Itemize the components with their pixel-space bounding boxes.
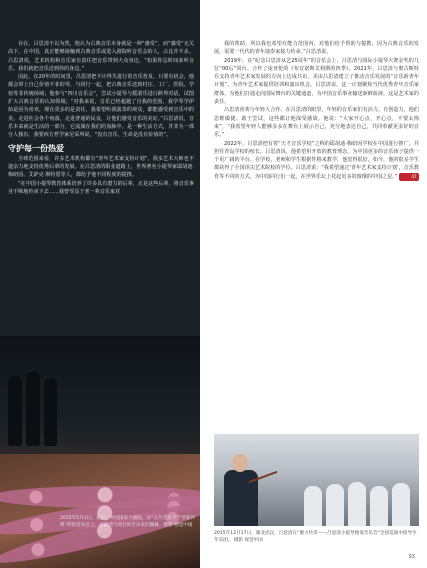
- right-paragraph-4: [214, 140, 419, 181]
- page-number: 93: [408, 554, 415, 560]
- right-paragraph-2: 2019年，在“纪念吕思清从艺25周年”的音乐会上，吕思清与国际小提琴大赛金奖的几位“00后”同台。合作了庞亚伦的《布宜诺斯艾利斯的四季》。2021年，吕思清与奥古斯特在支持青年艺术家发展的方向上达成共识，美由吕思清建立了推动音乐发展的“音乐新青年计划”，为青年艺术家提供培训和演出机会。吕思清说，这一计划聚焦当代优秀青年音乐家群体，为他们打通走向国际舞台的关键通道，为中国音乐事业输送新鲜血液，这是艺术家的责任。: [214, 57, 419, 106]
- concert-stage-photo: [0, 336, 200, 568]
- section-heading: 守护每一份热爱: [8, 143, 64, 153]
- student-figure: [370, 486, 388, 526]
- concert-photo-caption: 2025年5月1日，北京，中国国家大剧院，在“五月音乐节”“琴弦共鸣”特别音乐会上，吕思清与同台的音乐家们谢幕。摄影 视觉中国: [60, 516, 195, 528]
- right-paragraph-4-text: 2022年，吕思清把有着“天才音乐学校”之称的耶胡迪·梅纽因学校在中国进行推广，并担任青岛学校的校长。吕思清说，他希望用开放的教育理念，为中国更多的音乐孩子提供一个更广阔的平台。在学校，老师和学生根据性格来教学，他觉得很好，如今，他的很多学生都获得了全国顶尖艺术院校的学位，吕思清说：“我希望通过‘青年艺术家支持计划’，音乐教育等不同的方式，为中国同行们一起，在世界乐坛上托起更多的璀璨的中国之星。”: [214, 140, 419, 180]
- left-paragraph-3: 全球范围来看，许多艺术机构都有“青年艺术家支持计划”，很多艺术大师也不遗余力地支持优秀后辈的发展。在吕思清的职业道路上，世界著名小提琴家耶胡迪·梅纽因、艾萨克·斯特恩等人，都给予他不同程度的提携。: [8, 155, 194, 179]
- right-column: [214, 40, 419, 181]
- left-column: [8, 40, 194, 196]
- performer-figure: [44, 378, 57, 446]
- student-figure: [304, 486, 322, 526]
- student-figure: [326, 484, 344, 526]
- orchestra-photo-caption: 2015年12月17日，湖北武汉，吕思清在“聚力传奇——吕思清小提琴独奏音乐会”全国巡演中指导少年乐团。 摄影 视觉中国: [214, 531, 417, 543]
- end-mark: 47: [399, 173, 418, 181]
- student-figure: [392, 483, 410, 526]
- youth-orchestra-photo: [214, 434, 419, 526]
- right-paragraph-3: 吕思清喜欢与年轻人合作。在吕思清的眼里，年轻的音乐家们有活力、有创造力，他们思维敏捷、敢于尝试，这些都让他深受感染。他说：“大家开心点，开心点，不要太拘束”，“我希望年轻人能够多多在舞台上展示自己，充分地表达自己，共同奉献更多好的音乐。”: [214, 107, 419, 139]
- left-paragraph-2: 因此，在20年的时间里，吕思清把不计得失进行着音乐普及。只要有机会，他都会带上自己价值不菲的琴，与同行一起，把古典音乐送到村庄、工厂、医院、学校等非传统场域；他参与“四川音乐会”，尝试小提琴与摇滚乐进行跨界对话，试图扩大古典音乐的认知领域；“对我来说，音乐已经超越了自我的范围，我学琴学伊始是因为喜欢，现在更多的是责任。我希望听我演奏的观众，都能感受到音乐中的美。走进社会各个角落，走进普通的民众，让他们感受音乐的美好。”吕思清说，音乐本来就是生活的一部分，它流淌在我们的血脉中。是一种生活方式，并非为一部分人独有。我要西方哲学家尼采所说，“没有音乐，生命是没有价值的”。: [8, 74, 194, 139]
- performer-figure: [8, 376, 22, 446]
- violinist-head: [232, 454, 248, 472]
- performer-figure: [26, 372, 40, 446]
- left-paragraph-1: 存在。吕思清不以为然，他认为古典音乐本身就是一种“感受”，而“感受”无关高下。在中国，真正能够接触到古典音乐或进入剧院听音乐会的人，占比并不多。吕思清说，艺术机构和音乐家有责任把音乐带到大众身边，“如果你总时间来听音乐，我们就把音乐送到你的身边。”: [8, 41, 194, 72]
- right-paragraph-1: 我的帮助，所以我也希望在能力范围内，对他们给予帮助与提携。因为古典音乐的发展，需要一代代的青年演奏家接力传承。”吕思清说。: [214, 41, 419, 56]
- student-figure: [348, 482, 366, 526]
- left-paragraph-4: “在中国小提琴教育体系培养了许多具有潜力的后辈，正是这些后辈，将音乐事业不断地传承下去……我曾受益于老一辈音乐家对: [8, 180, 194, 196]
